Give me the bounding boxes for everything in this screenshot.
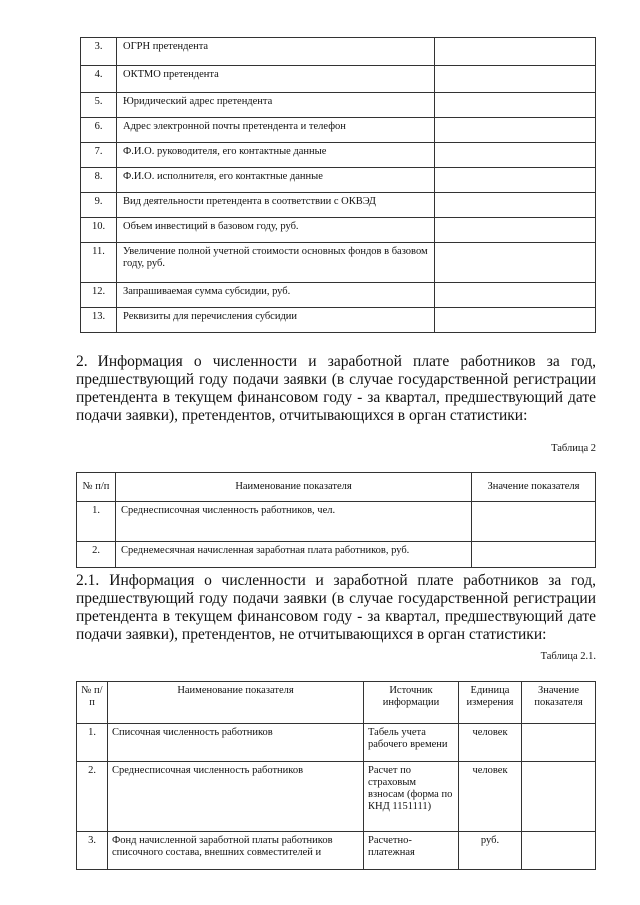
- row-label: Юридический адрес претендента: [117, 93, 435, 118]
- column-header-value: Значение показателя: [522, 682, 596, 724]
- row-value: [522, 724, 596, 762]
- row-value: [435, 93, 596, 118]
- row-number: 10.: [81, 218, 117, 243]
- row-value: [472, 542, 596, 568]
- row-value: [435, 243, 596, 283]
- row-number: 12.: [81, 283, 117, 308]
- row-label: Среднесписочная численность работников: [108, 762, 364, 832]
- section-2-number: 2.: [76, 353, 88, 370]
- row-value: [435, 143, 596, 168]
- applicant-info-table: [80, 37, 596, 333]
- table-row: [77, 502, 596, 542]
- section-2-1-number: 2.1.: [76, 572, 100, 589]
- row-label: Списочная численность работников: [108, 724, 364, 762]
- row-label: Фонд начисленной заработной платы работников списочного состава, внешних совместителей и: [108, 832, 364, 870]
- row-source: Расчет по страховым взносам (форма по КНД 1151111): [364, 762, 459, 832]
- row-number: 4.: [81, 66, 117, 93]
- row-unit: человек: [459, 762, 522, 832]
- column-header-number: № п/п: [77, 682, 108, 724]
- row-label: Ф.И.О. руководителя, его контактные данные: [117, 143, 435, 168]
- table-header-row: [77, 682, 596, 724]
- table-row: [81, 93, 596, 118]
- table-row: [81, 193, 596, 218]
- row-number: 6.: [81, 118, 117, 143]
- row-label: Объем инвестиций в базовом году, руб.: [117, 218, 435, 243]
- column-header-name: Наименование показателя: [108, 682, 364, 724]
- row-value: [522, 832, 596, 870]
- table-row: [81, 308, 596, 333]
- row-value: [435, 308, 596, 333]
- table-2-1-caption: Таблица 2.1.: [540, 651, 596, 662]
- row-number: 1.: [77, 724, 108, 762]
- row-label: Адрес электронной почты претендента и телефон: [117, 118, 435, 143]
- row-label: Увеличение полной учетной стоимости основных фондов в базовом году, руб.: [117, 243, 435, 283]
- section-2-1-paragraph: [76, 572, 596, 644]
- table-row: [81, 218, 596, 243]
- row-value: [435, 66, 596, 93]
- row-unit: руб.: [459, 832, 522, 870]
- table-row: [81, 168, 596, 193]
- table-row: [77, 832, 596, 870]
- row-value: [435, 38, 596, 66]
- column-header-unit: Единица измерения: [459, 682, 522, 724]
- table-header-row: [77, 473, 596, 502]
- row-value: [435, 283, 596, 308]
- row-number: 13.: [81, 308, 117, 333]
- row-unit: человек: [459, 724, 522, 762]
- row-source: Табель учета рабочего времени: [364, 724, 459, 762]
- row-label: ОГРН претендента: [117, 38, 435, 66]
- column-header-value: Значение показателя: [472, 473, 596, 502]
- row-number: 2.: [77, 762, 108, 832]
- row-source: Расчетно-платежная: [364, 832, 459, 870]
- row-value: [522, 762, 596, 832]
- section-2-1-text: Информация о численности и заработной плате работников за год, предшествующий году подачи заявки (в случае государственной регистрации претендента в текущем финансовом году - за квартал, предшествующий дате подачи заявки), претендентов, не отчитывающихся в орган статистики:: [76, 572, 596, 643]
- row-value: [435, 218, 596, 243]
- row-number: 8.: [81, 168, 117, 193]
- statistics-reporting-table: [76, 472, 596, 568]
- table-2-caption: Таблица 2: [551, 443, 596, 454]
- row-number: 2.: [77, 542, 116, 568]
- table-row: [77, 724, 596, 762]
- row-label: Ф.И.О. исполнителя, его контактные данные: [117, 168, 435, 193]
- row-label: Среднемесячная начисленная заработная плата работников, руб.: [116, 542, 472, 568]
- section-2-text: Информация о численности и заработной плате работников за год, предшествующий году подачи заявки (в случае государственной регистрации претендента в текущем финансовом году - за квартал, предшествующий дате подачи заявки), претендентов, отчитывающихся в орган статистики:: [76, 353, 596, 424]
- table-row: [81, 283, 596, 308]
- row-number: 3.: [77, 832, 108, 870]
- table-row: [77, 542, 596, 568]
- row-label: Вид деятельности претендента в соответствии с ОКВЭД: [117, 193, 435, 218]
- row-value: [435, 193, 596, 218]
- row-value: [472, 502, 596, 542]
- row-number: 1.: [77, 502, 116, 542]
- non-statistics-reporting-table: [76, 681, 596, 870]
- row-label: Реквизиты для перечисления субсидии: [117, 308, 435, 333]
- row-number: 11.: [81, 243, 117, 283]
- row-number: 7.: [81, 143, 117, 168]
- row-label: Запрашиваемая сумма субсидии, руб.: [117, 283, 435, 308]
- row-value: [435, 168, 596, 193]
- row-number: 5.: [81, 93, 117, 118]
- row-label: ОКТМО претендента: [117, 66, 435, 93]
- row-value: [435, 118, 596, 143]
- table-row: [77, 762, 596, 832]
- row-label: Среднесписочная численность работников, чел.: [116, 502, 472, 542]
- table-row: [81, 118, 596, 143]
- table-row: [81, 143, 596, 168]
- column-header-source: Источник информации: [364, 682, 459, 724]
- table-row: [81, 66, 596, 93]
- column-header-name: Наименование показателя: [116, 473, 472, 502]
- row-number: 3.: [81, 38, 117, 66]
- table-row: [81, 243, 596, 283]
- table-row: [81, 38, 596, 66]
- row-number: 9.: [81, 193, 117, 218]
- column-header-number: № п/п: [77, 473, 116, 502]
- section-2-paragraph: [76, 353, 596, 425]
